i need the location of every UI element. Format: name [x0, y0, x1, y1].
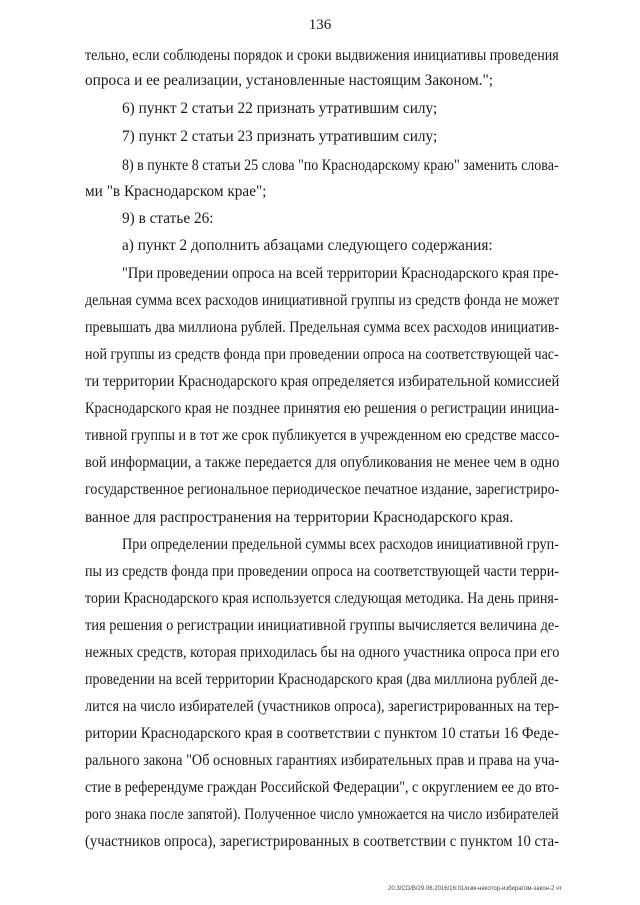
- text-line: рого знака после запятой). Полученное число умножается на число избирателей: [85, 806, 559, 823]
- text-line: нежных средств, которая приходилась бы на одного участника опроса при его: [85, 644, 560, 661]
- text-line: (участников опроса), зарегистрированных в соответствии с пунктом 10 ста-: [85, 833, 560, 850]
- text-line: государственное региональное периодическое печатное издание, зарегистриро-: [85, 481, 560, 498]
- text-line: тельно, если соблюдены порядок и сроки выдвижения инициативы проведения: [85, 47, 559, 64]
- text-line: вой информации, а также передается для опубликования не менее чем в одно: [85, 454, 560, 471]
- text-line: превышать два миллиона рублей. Предельная сумма всех расходов инициатив-: [85, 319, 560, 336]
- text-line: Краснодарского края не позднее принятия ею решения о регистрации инициа-: [85, 400, 559, 417]
- text-line: тивной группы и в тот же срок публикуется в учрежденном ею средстве массо-: [85, 427, 560, 444]
- text-line: дельная сумма всех расходов инициативной группы из средств фонда не может: [85, 292, 560, 309]
- text-line: При определении предельной суммы всех расходов инициативной груп-: [122, 536, 559, 553]
- text-line: пы из средств фонда при проведении опроса на соответствующей части терри-: [85, 563, 559, 580]
- text-line: 8) в пункте 8 статьи 25 слова "по Краснодарскому краю" заменить слова-: [122, 157, 559, 174]
- text-line: опроса и ее реализации, установленные настоящим Законом.";: [85, 72, 493, 89]
- text-line: "При проведении опроса на всей территории Краснодарского края пре-: [122, 265, 559, 282]
- text-line: стие в референдуме граждан Российской Федерации", с округлением ее до вто-: [85, 779, 560, 796]
- text-line: 9) в статье 26:: [122, 210, 214, 227]
- text-line: тории Краснодарского края используется следующая методика. На день приня-: [85, 590, 559, 607]
- text-line: рального закона "Об основных гарантиях избирательных прав и права на уча-: [85, 752, 560, 769]
- text-line: ритории Краснодарского края в соответствии с пунктом 10 статьи 16 Феде-: [85, 725, 559, 742]
- text-line: тия решения о регистрации инициативной группы вычисляется величина де-: [85, 617, 560, 634]
- text-line: ванное для распространения на территории Краснодарского края.: [85, 509, 514, 526]
- page-number: 136: [308, 17, 332, 33]
- text-line: ной группы из средств фонда при проведении опроса на соответствующей час-: [85, 346, 559, 363]
- text-line: проведении на всей территории Краснодарского края (два миллиона рублей де-: [85, 671, 559, 688]
- text-line: 7) пункт 2 статьи 23 признать утратившим силу;: [122, 128, 438, 145]
- footer-path: 20.3/СО/В/29.06.2016/16:01/изм-некотор-избиратом-закон-2 чт: [388, 886, 562, 892]
- text-line: ми "в Краснодарском крае";: [85, 183, 267, 200]
- text-line: ти территории Краснодарского края определяется избирательной комиссией: [85, 373, 560, 390]
- text-line: а) пункт 2 дополнить абзацами следующего содержания:: [122, 237, 493, 254]
- text-line: лится на число избирателей (участников опроса), зарегистрированных на тер-: [85, 698, 559, 715]
- text-line: 6) пункт 2 статьи 22 признать утратившим силу;: [122, 100, 438, 117]
